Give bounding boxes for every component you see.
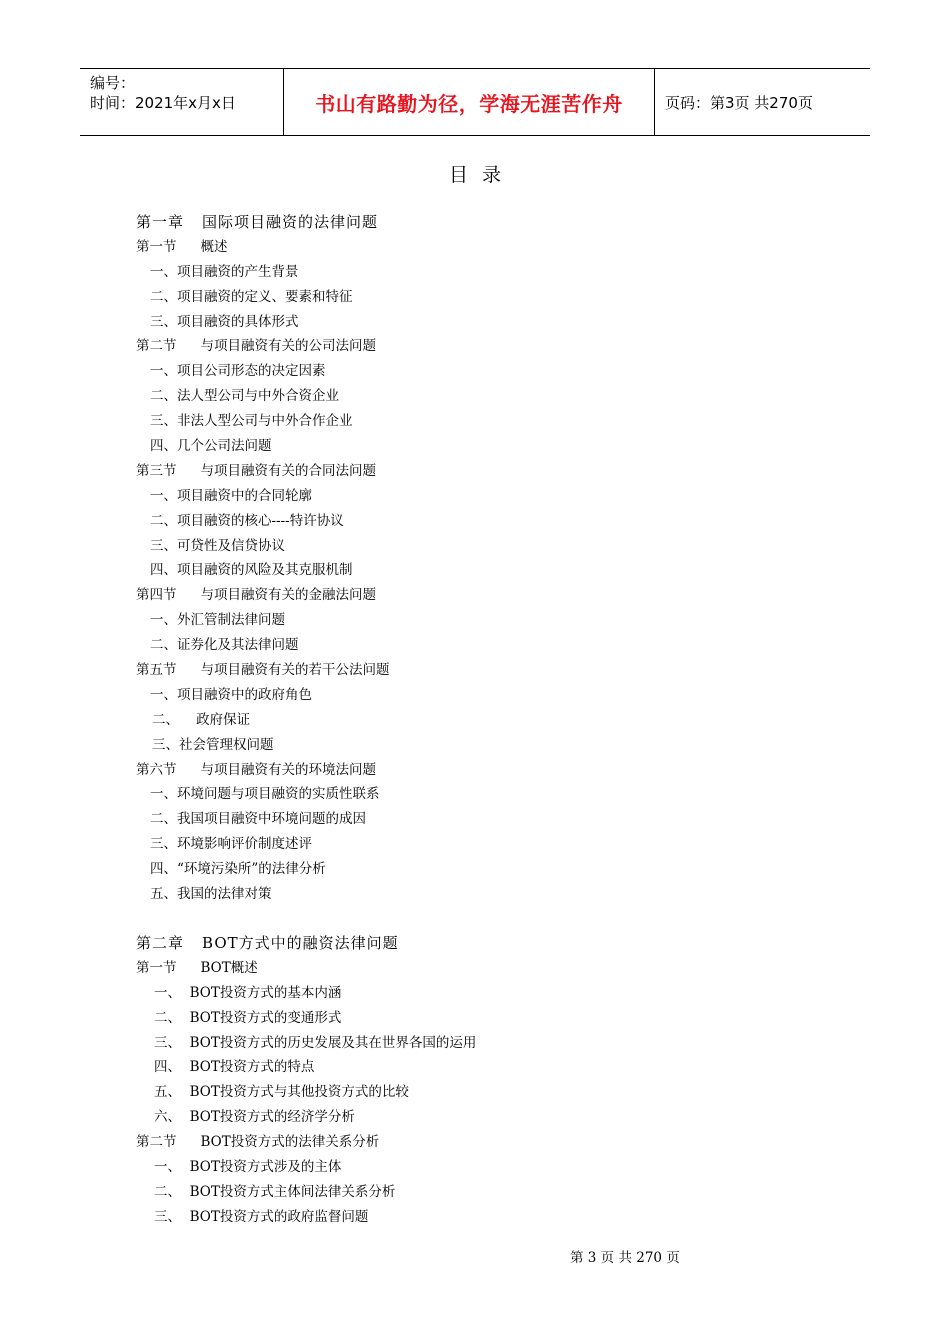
table-of-contents (136, 210, 836, 1230)
section-label: 第一节 (136, 959, 177, 976)
toc-item: 二、证券化及其法律问题 (150, 637, 299, 654)
header-left-cell (80, 69, 283, 135)
toc-item: 二、 政府保证 (152, 711, 251, 728)
section-title: 与项目融资有关的金融法问题 (200, 587, 376, 604)
toc-item: 四、几个公司法问题 (150, 438, 272, 455)
toc-item: 五、 BOT投资方式与其他投资方式的比较 (154, 1084, 409, 1101)
section-label: 第五节 (136, 662, 177, 679)
toc-item: 三、 BOT投资方式的历史发展及其在世界各国的运用 (154, 1034, 477, 1051)
section-heading (136, 334, 836, 359)
toc-item: 四、项目融资的风险及其克服机制 (150, 562, 353, 579)
section-title: 概述 (200, 238, 228, 255)
section-title: BOT投资方式的法律关系分析 (200, 1134, 380, 1151)
toc-item: 二、 BOT投资方式主体间法律关系分析 (154, 1183, 396, 1200)
toc-item: 五、我国的法律对策 (150, 886, 272, 903)
page-header (80, 68, 870, 136)
section-label: 第三节 (136, 462, 177, 479)
section-label: 第一节 (136, 238, 177, 255)
section-title: 与项目融资有关的公司法问题 (200, 338, 376, 355)
chapter-label: 第一章 (136, 213, 185, 231)
toc-item: 二、项目融资的核心----特许协议 (150, 512, 344, 529)
section-heading (136, 583, 836, 608)
section-label: 第二节 (136, 1134, 177, 1151)
header-motto: 书山有路勤为径，学海无涯苦作舟 (283, 69, 655, 135)
document-time: 时间：2021年x月x日 (90, 94, 236, 112)
toc-item: 四、“环境污染所”的法律分析 (150, 861, 326, 878)
toc-item: 一、外汇管制法律问题 (150, 612, 285, 629)
chapter-heading (136, 931, 836, 956)
toc-item: 二、项目融资的定义、要素和特征 (150, 288, 353, 305)
document-number-label: 编号： (90, 74, 136, 92)
section-heading (136, 459, 836, 484)
toc-item: 一、项目公司形态的决定因素 (150, 363, 326, 380)
toc-item: 一、 BOT投资方式涉及的主体 (154, 1158, 342, 1175)
toc-item: 三、环境影响评价制度述评 (150, 836, 312, 853)
toc-item: 一、项目融资中的政府角色 (150, 686, 312, 703)
section-title: BOT概述 (200, 959, 258, 976)
section-heading (136, 1130, 836, 1155)
section-label: 第六节 (136, 761, 177, 778)
chapter-title: 国际项目融资的法律问题 (202, 213, 379, 231)
section-title: 与项目融资有关的环境法问题 (200, 761, 376, 778)
toc-item: 三、项目融资的具体形式 (150, 313, 299, 330)
chapter-label: 第二章 (136, 933, 185, 952)
toc-item: 六、 BOT投资方式的经济学分析 (154, 1109, 355, 1126)
section-heading (136, 235, 836, 260)
toc-item: 三、非法人型公司与中外合作企业 (150, 413, 353, 430)
toc-item: 一、环境问题与项目融资的实质性联系 (150, 786, 380, 803)
toc-item: 一、项目融资中的合同轮廓 (150, 487, 312, 504)
toc-item: 三、可贷性及信贷协议 (150, 537, 285, 554)
toc-item: 二、法人型公司与中外合资企业 (150, 388, 339, 405)
page-footer: 第 3 页 共 270 页 (570, 1250, 680, 1266)
chapter-title: BOT方式中的融资法律问题 (202, 933, 399, 952)
toc-item: 一、项目融资的产生背景 (150, 263, 299, 280)
toc-item: 一、 BOT投资方式的基本内涵 (154, 984, 342, 1001)
toc-title: 目录 (448, 164, 515, 186)
section-title: 与项目融资有关的若干公法问题 (200, 662, 390, 679)
toc-item: 三、 BOT投资方式的政府监督问题 (154, 1208, 369, 1225)
section-label: 第四节 (136, 587, 177, 604)
section-label: 第二节 (136, 338, 177, 355)
toc-item: 四、 BOT投资方式的特点 (154, 1059, 315, 1076)
section-title: 与项目融资有关的合同法问题 (200, 462, 376, 479)
section-heading (136, 758, 836, 783)
toc-item: 二、我国项目融资中环境问题的成因 (150, 811, 366, 828)
chapter-heading (136, 210, 836, 235)
header-page-info: 页码：第3页 共270页 (665, 93, 813, 112)
toc-item: 二、 BOT投资方式的变通形式 (154, 1009, 342, 1026)
section-heading (136, 956, 836, 981)
section-heading (136, 658, 836, 683)
toc-item: 三、社会管理权问题 (152, 736, 274, 753)
